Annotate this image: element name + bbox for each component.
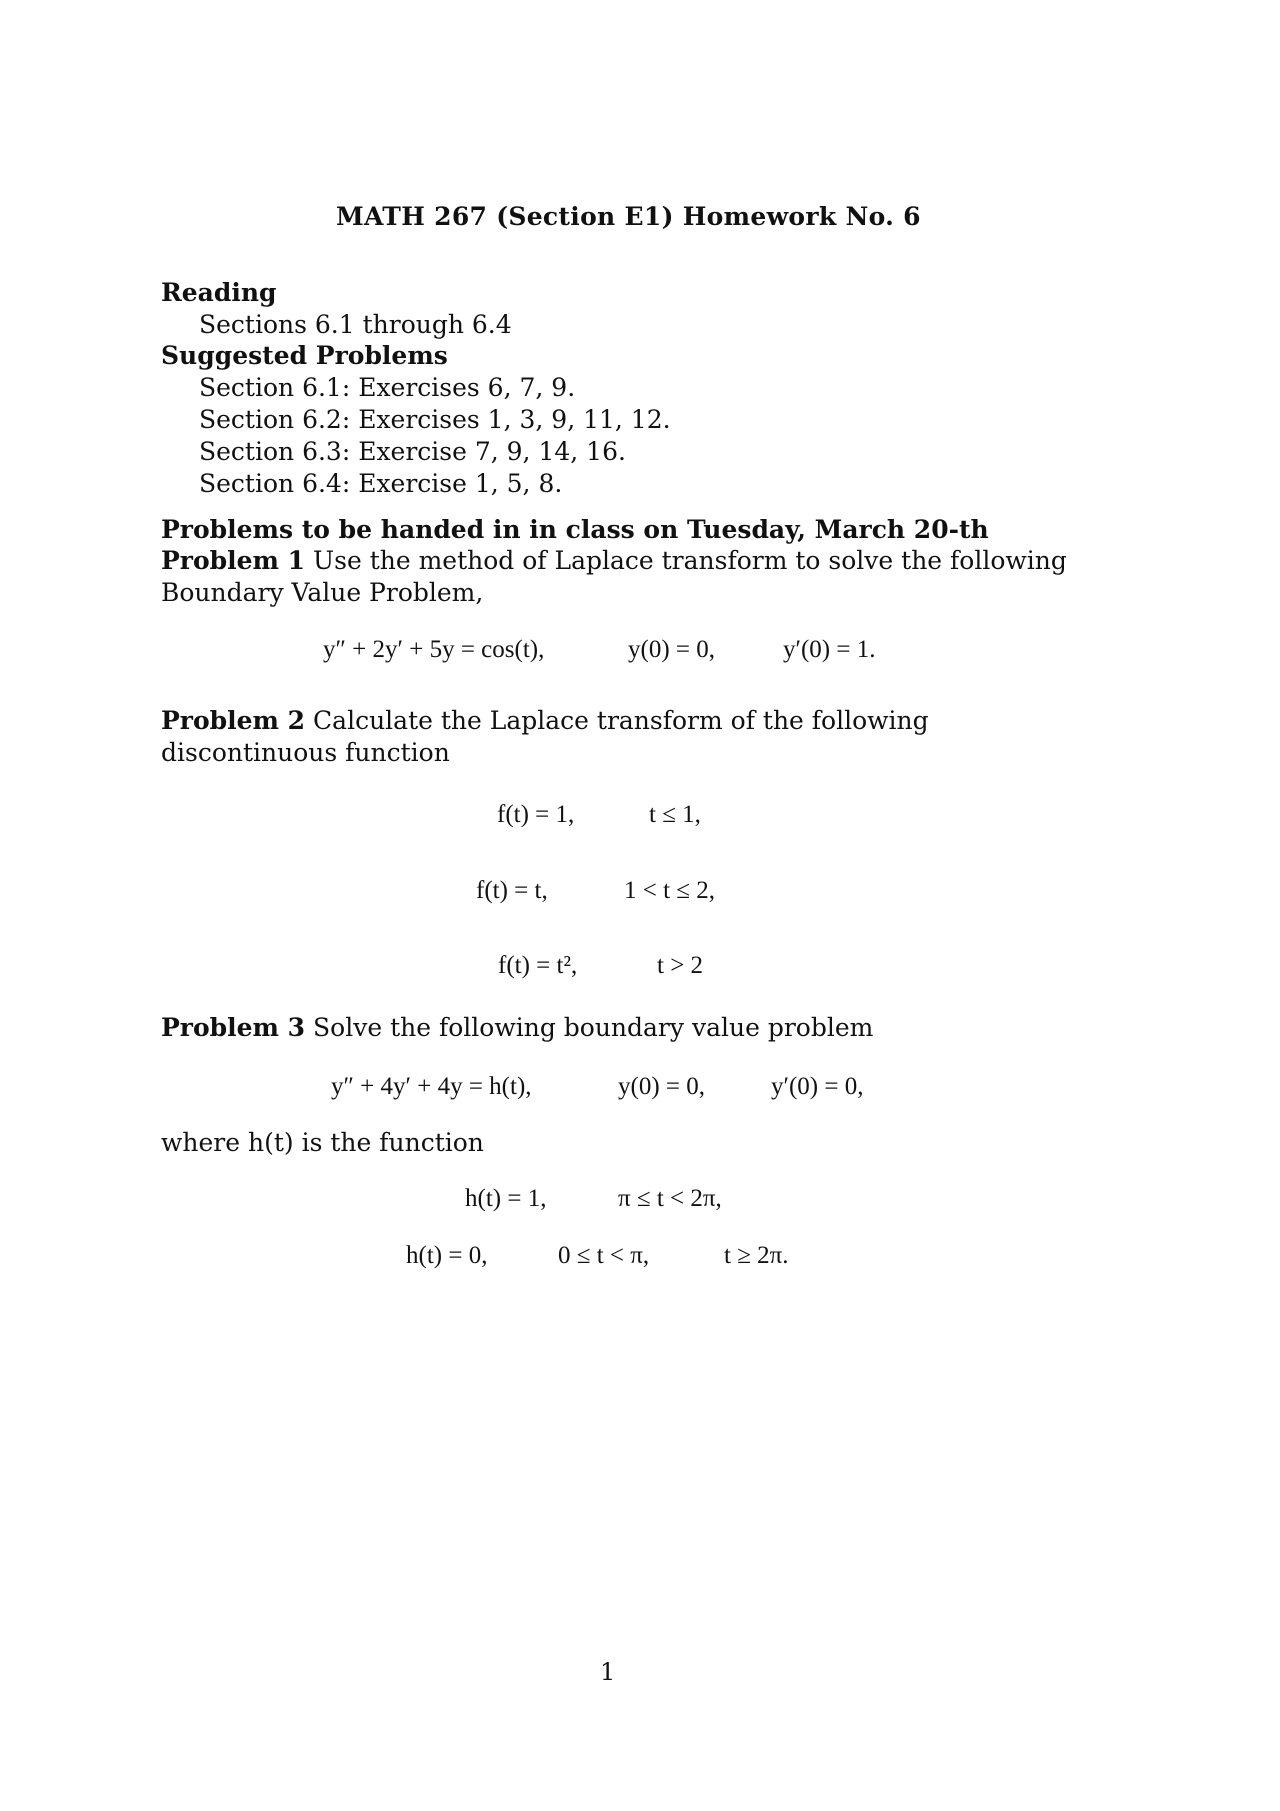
suggested-item: Section 6.1: Exercises 6, 7, 9. <box>199 373 576 402</box>
suggested-item: Section 6.3: Exercise 7, 9, 14, 16. <box>199 437 626 466</box>
problem-1-ic2: y′(0) = 1. <box>783 636 876 663</box>
problem-3-ode: y″ + 4y′ + 4y = h(t), <box>331 1073 532 1100</box>
problem-3-case-cond: 0 ≤ t < π, <box>558 1242 650 1269</box>
handin-heading: Problems to be handed in in class on Tuesday, March 20-th <box>161 515 989 544</box>
problem-3-case-expr: h(t) = 0, <box>406 1242 488 1269</box>
problem-1-label: Problem 1 <box>161 546 306 575</box>
problem-3-ic1: y(0) = 0, <box>618 1073 705 1100</box>
problem-2-case-expr: f(t) = t, <box>476 877 548 904</box>
reading-heading: Reading <box>161 278 277 307</box>
problem-2 <box>161 705 1111 769</box>
problem-2-case-expr: f(t) = t², <box>498 952 578 979</box>
problem-1 <box>161 545 1111 609</box>
problem-3-text: Solve the following boundary value problem <box>313 1013 874 1042</box>
problem-3-case-cond: π ≤ t < 2π, <box>618 1185 722 1212</box>
problem-3-ic2: y′(0) = 0, <box>771 1073 864 1100</box>
reading-text: Sections 6.1 through 6.4 <box>199 310 512 339</box>
problem-3-label: Problem 3 <box>161 1013 306 1042</box>
suggested-heading: Suggested Problems <box>161 341 448 370</box>
problem-1-text: Use the method of Laplace transform to solve the following Boundary Value Problem, <box>161 546 1067 607</box>
problem-3 <box>161 1012 1111 1044</box>
suggested-item: Section 6.2: Exercises 1, 3, 9, 11, 12. <box>199 405 671 434</box>
problem-2-case-cond: t ≤ 1, <box>649 801 701 828</box>
problem-2-case-expr: f(t) = 1, <box>497 801 575 828</box>
problem-2-case-cond: 1 < t ≤ 2, <box>624 877 716 904</box>
problem-1-ode: y″ + 2y′ + 5y = cos(t), <box>323 636 545 663</box>
problem-2-label: Problem 2 <box>161 706 306 735</box>
suggested-item: Section 6.4: Exercise 1, 5, 8. <box>199 469 563 498</box>
problem-3-case-expr: h(t) = 1, <box>465 1185 547 1212</box>
problem-2-text: Calculate the Laplace transform of the following discontinuous function <box>161 706 929 767</box>
problem-1-ic1: y(0) = 0, <box>628 636 715 663</box>
page-title: MATH 267 (Section E1) Homework No. 6 <box>336 202 921 231</box>
page-number: 1 <box>600 1658 616 1686</box>
problem-3-where: where h(t) is the function <box>161 1128 484 1157</box>
problem-2-case-cond: t > 2 <box>657 952 704 979</box>
problem-3-case-cond: t ≥ 2π. <box>724 1242 789 1269</box>
